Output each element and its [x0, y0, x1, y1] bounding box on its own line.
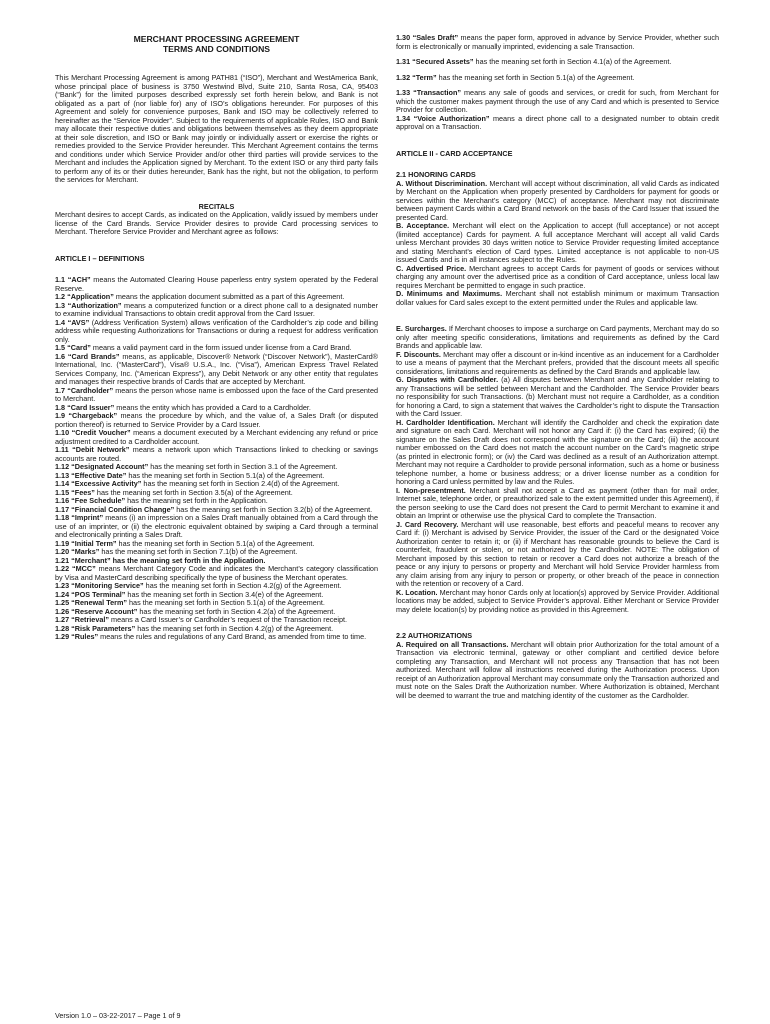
- definition-number: 1.19: [55, 538, 70, 548]
- clause-item: [396, 419, 719, 487]
- definition-number: 1.34: [396, 113, 411, 123]
- document-title: MERCHANT PROCESSING AGREEMENT: [133, 34, 300, 44]
- definition-text: means Merchant Category Code and indicates the Merchant’s category classification by Visa and MasterCard describing specifically the type of business the Merchant operates.: [55, 564, 378, 582]
- definition-number: 1.8: [55, 402, 66, 412]
- definition-text: has the meaning set forth in Section 4.2(g) of the Agreement.: [135, 623, 334, 633]
- definition-number: 1.27: [55, 615, 70, 624]
- clause-text: Merchant shall not accept a Card as payment (other than for mail order, Internet sale, telephone order, or preauthorized sale to the extent permitted under this Agreement), if the person seeking to use the Card does not present the Card to permit Merchant to examine it and obtain an Imprint or otherwise use the physical Card to complete the Transaction.: [396, 485, 719, 520]
- definitions-list-continued: [396, 34, 719, 132]
- definition-text: has the meaning set forth in Section 5.1(a) of the Agreement.: [436, 72, 635, 82]
- definition-term: “Secured Assets”: [412, 57, 474, 66]
- clause-text: Merchant may honor Cards only at location(s) approved by Service Provider. Additional locations may be added, subject to Service Provider’s approval. Either Merchant or Service Provider may delete location(s) by providing notice as provided in this Agreement.: [396, 587, 719, 614]
- clause-item: [396, 180, 719, 223]
- definition-text: means the paper form, approved in advance by Service Provider, whether such form is electronically or manually imprinted, evidencing a sale Transaction.: [396, 33, 719, 51]
- definition-text: has the meaning set forth in Section 2.4(d) of the Agreement.: [141, 479, 340, 488]
- definition-text: has the meaning set forth in Section 3.5(a) of the Agreement.: [94, 487, 293, 497]
- clause-text: Merchant may offer a discount or in-kind incentive as an inducement for a Cardholder to use a means of payment that the Merchant prefers, provided that the discount meets all specific considerations, limitations and requirements as defined by the Card Brands and applicable law.: [396, 349, 719, 376]
- recitals-paragraph: Merchant desires to accept Cards, as indicated on the Application, validly issued by members under license of the Card Brands. Service Provider desires to provide Card processing services to Merchant. Therefore Service Provider and Merchant agree as follows:: [55, 210, 378, 236]
- definition-term: “Renewal Term”: [71, 598, 128, 607]
- definition-term: “Merchant” has the meaning set forth in the Application.: [71, 555, 266, 565]
- clause-item: [396, 487, 719, 521]
- definition-text: has the meaning set forth in Section 5.1(a) of the Agreement.: [127, 598, 325, 607]
- clause-text: (a) All disputes between Merchant and any Cardholder relating to any Transactions will be settled between Merchant and the Cardholder. The Service Provider bears no responsibility for such Transactions. (b) Merchant must not require a Cardholder, as a condition for honoring a Card, to sign a statement that waives the Cardholder’s right to dispute the Transaction with the Card Issuer.: [396, 375, 719, 418]
- definition-text: means a valid payment card in the form issued under license from a Card Brand.: [90, 343, 352, 352]
- definition-number: 1.26: [55, 606, 70, 616]
- definition-number: 1.23: [55, 581, 70, 590]
- definition-number: 1.31: [396, 57, 411, 66]
- definitions-list: [55, 276, 378, 642]
- clause-label: C. Advertised Price.: [396, 263, 467, 273]
- definition-text: means the application document submitted as a part of this Agreement.: [113, 292, 345, 301]
- section-2-2-heading: 2.2 AUTHORIZATIONS: [396, 631, 473, 640]
- definition-term: “Card Issuer”: [67, 402, 115, 412]
- definition-term: “Chargeback”: [68, 411, 118, 420]
- definition-term: “Cardholder”: [67, 385, 114, 395]
- clause-label: K. Location.: [396, 587, 438, 597]
- definition-text: means the procedure by which, and the value of, a Sales Draft (or disputed portion thereof) is returned to Service Provider by a Card Issuer.: [55, 411, 378, 429]
- clause-item: [396, 589, 719, 615]
- definition-term: “ACH”: [67, 275, 91, 284]
- article-2-heading: ARTICLE II - CARD ACCEPTANCE: [396, 148, 513, 158]
- document-subtitle: TERMS AND CONDITIONS: [162, 44, 271, 54]
- definition-term: “Excessive Activity”: [71, 479, 142, 488]
- definition-term: “Fee Schedule”: [71, 496, 126, 505]
- definition-number: 1.10: [55, 428, 70, 437]
- clause-label: E. Surcharges.: [396, 324, 447, 333]
- definition-number: 1.6: [55, 351, 66, 361]
- definition-text: means, as applicable, Discover® Network (“Discover Network”), MasterCard® International, Inc. (“MasterCard”), Visa® U.S.A., Inc. (“Visa”), American Express Travel Related Services Company, Inc. (“American Express”), any Debit Network or any other entity that regulates and manages their respective brands of Cards that are accepted by Merchant.: [55, 351, 379, 386]
- clause-label: D. Minimums and Maximums.: [396, 289, 503, 298]
- clause-label: G. Disputes with Cardholder.: [396, 375, 499, 384]
- clause-item: [396, 290, 719, 307]
- definition-item: [55, 565, 378, 582]
- section-2-1-heading: 2.1 HONORING CARDS: [396, 170, 476, 179]
- definition-term: “Retrieval”: [71, 615, 110, 624]
- definition-text: means (i) an impression on a Sales Draft manually obtained from a Card through the use of an imprinter, or (ii) the electronic equivalent obtained by swiping a Card through a terminal and electronically printing a Sales Draft.: [55, 513, 378, 539]
- definition-text: has the meaning set forth in the Application.: [125, 496, 268, 505]
- clause-label: B. Acceptance.: [396, 221, 450, 230]
- definition-text: (Address Verification System) allows verification of the Cardholder’s zip code and billing address while requesting Authorizations for Transactions or during a request for address verification only.: [55, 317, 378, 344]
- definition-term: “Application”: [67, 292, 114, 301]
- clause-label: H. Cardholder Identification.: [396, 417, 495, 427]
- definition-number: 1.5: [55, 343, 66, 352]
- definition-number: 1.3: [55, 300, 66, 310]
- right-column: [396, 34, 719, 700]
- definition-number: 1.32: [396, 72, 411, 82]
- clause-text: Merchant shall not establish minimum or maximum Transaction dollar values for Card sales except to the extent permitted under the Rules and applicable law.: [396, 289, 719, 307]
- definition-item: [396, 74, 719, 83]
- definition-term: “POS Terminal”: [71, 589, 126, 599]
- section-2-1-items: [396, 180, 719, 308]
- definition-text: has the meaning set forth in Section 4.1(a) of the Agreement.: [473, 57, 672, 66]
- definition-number: 1.33: [396, 88, 411, 97]
- recitals-heading: RECITALS: [198, 201, 235, 211]
- definition-term: “Sales Draft”: [412, 33, 459, 42]
- definition-number: 1.7: [55, 385, 66, 395]
- definition-text: has the meaning set forth in Section 3.1 of the Agreement.: [148, 462, 338, 471]
- definition-term: “Card Brands”: [67, 351, 120, 361]
- clause-item: [396, 351, 719, 377]
- definition-term: “Reserve Account”: [71, 606, 138, 616]
- definition-number: 1.29: [55, 632, 70, 641]
- definition-number: 1.15: [55, 487, 70, 497]
- clause-item: [396, 222, 719, 265]
- definition-number: 1.9: [55, 411, 66, 420]
- definition-term: “AVS”: [67, 317, 90, 327]
- definition-number: 1.28: [55, 623, 70, 633]
- definition-term: “Fees”: [71, 487, 95, 497]
- definition-item: [55, 514, 378, 540]
- clause-item: [396, 265, 719, 291]
- clause-text: Merchant will elect on the Application to accept (full acceptance) or not accept (limited acceptance) Cards for payment. A full acceptance Merchant will accept all valid Cards unless Merchant provides 30 days written notice to Service Provider requesting limited acceptance and stating Merchant’s election of Card types. Limited acceptance is not applicable to non-US issued Cards and is in all instances subject to the Rules.: [396, 221, 719, 264]
- definition-term: “Effective Date”: [71, 470, 127, 480]
- definition-item: [55, 633, 378, 642]
- definition-text: has the meaning set forth in Section 3.4(e) of the Agreement.: [125, 589, 324, 599]
- definition-item: [55, 276, 378, 293]
- definition-number: 1.16: [55, 496, 70, 505]
- definition-term: “Financial Condition Change”: [71, 504, 175, 514]
- definition-text: has the meaning set forth in Section 4.2(g) of the Agreement.: [143, 581, 342, 590]
- clause-text: Merchant will identify the Cardholder and check the expiration date and signature on each Card. Merchant will not honor any Card if: (i) the Card has expired; (ii) the signature on the Sales Draft does not correspond with the signature on the Card; (iii) the account number embossed on the Card does not match the account number on the Card’s magnetic stripe (as printed in electronic form); or (iv) the Card was declined as a result of an Authorization attempt. Merchant may not require a Cardholder to provide personal information, such as a home or business telephone number, a home or business address; or a driver license number as a condition for honoring a Card unless permitted by law and the Rules.: [396, 417, 719, 486]
- definition-item: [55, 302, 378, 319]
- definition-term: “Transaction”: [413, 88, 462, 97]
- clause-label: I. Non-presentment.: [396, 485, 466, 495]
- definition-text: means any sale of goods and services, or credit for such, from Merchant for which the customer makes payment through the use of any Card and which is presented to Service Provider for collection.: [396, 88, 719, 114]
- definition-text: means a network upon which Transactions linked to checking or savings accounts are routed.: [55, 445, 378, 463]
- definition-text: means the rules and regulations of any Card Brand, as amended from time to time.: [98, 632, 367, 641]
- definition-text: has the meaning set forth in Section 3.2(b) of the Agreement.: [174, 504, 373, 514]
- definition-number: 1.1: [55, 275, 66, 284]
- definition-item: [396, 34, 719, 51]
- definition-item: [396, 115, 719, 132]
- definition-text: has the meaning set forth in Section 5.1(a) of the Agreement.: [126, 470, 325, 480]
- definition-text: means a document executed by a Merchant evidencing any refund or price adjustment credited to a Cardholder account.: [55, 428, 378, 446]
- clause-text: Merchant will use reasonable, best efforts and peaceful means to recover any Card if: (i) Merchant is advised by Service Provider, the issuer of the Card or the designated Voice Authorization center to retain it; or (ii) if Merchant has reasonable grounds to believe the Card is counterfeit, fraudulent or stolen, or not authorized by the Cardholder. NOTE: The obligation of Merchant imposed by this section to retain or recover a Card does not authorize a breach of the peace or any injury to persons or property and Merchant will hold Service Provider harmless from any claim arising from any injury to person or property, or other breach of the peace in connection with the retention or recovery of a Card.: [396, 519, 720, 588]
- definition-item: [55, 353, 378, 387]
- definition-item: [55, 387, 378, 404]
- definition-number: 1.20: [55, 547, 70, 556]
- definition-item: [55, 429, 378, 446]
- definition-number: 1.4: [55, 317, 66, 327]
- definition-number: 1.13: [55, 470, 70, 480]
- definition-number: 1.17: [55, 504, 70, 514]
- definition-text: means the Automated Clearing House paperless entry system operated by the Federal Reserve.: [55, 275, 378, 293]
- definition-item: [55, 319, 378, 345]
- clause-text: If Merchant chooses to impose a surcharge on Card payments, Merchant may do so only after meeting specific considerations, limitations and requirements as defined by the Card Brands and applicable law.: [396, 324, 719, 350]
- clause-item: [396, 325, 719, 351]
- clause-label: F. Discounts.: [396, 349, 441, 359]
- article-1-heading: ARTICLE I – DEFINITIONS: [55, 253, 145, 263]
- definition-text: has the meaning set forth in Section 5.1(a) of the Agreement.: [116, 538, 315, 548]
- clause-item: [396, 376, 719, 419]
- definition-term: “Initial Term”: [71, 538, 117, 548]
- definition-text: means a Card Issuer’s or Cardholder’s request of the Transaction receipt.: [109, 615, 348, 624]
- definition-number: 1.30: [396, 33, 411, 42]
- section-2-2-item-text: Merchant will obtain prior Authorization for the total amount of a Transaction via electronic terminal, gateway or other compliant and certified device before completing any Transaction, and Merchant will not process any Transaction that has not been authorized. Merchant will follow all instructions received during the Authorization process. Upon receipt of an Authorization approval Merchant may consummate only the Transaction authorized and must note on the Sales Draft the Authorization number. Where Authorization is obtained, Merchant will be deemed to warrant the true and matching identity of the customer as the Cardholder.: [396, 639, 720, 700]
- definition-number: 1.22: [55, 564, 70, 573]
- definition-item: [55, 446, 378, 463]
- definition-item: [55, 412, 378, 429]
- definition-text: has the meaning set forth in Section 7.1(b) of the Agreement.: [99, 547, 298, 556]
- definition-term: “Designated Account”: [71, 462, 149, 471]
- definition-item: [396, 89, 719, 115]
- definition-term: “Card”: [67, 343, 91, 352]
- definition-number: 1.18: [55, 513, 70, 522]
- definition-text: means the entity which has provided a Card to a Cardholder.: [114, 402, 311, 412]
- definition-number: 1.11: [55, 445, 69, 454]
- clause-item: [396, 521, 719, 589]
- section-2-1-items-continued: [396, 325, 719, 614]
- clause-text: Merchant agrees to accept Cards for payment of goods or services without charging any amount over the advertised price as a condition of Card acceptance, unless local law requires Merchant be permitted to engage in such practice.: [396, 263, 720, 290]
- definition-term: “MCC”: [71, 564, 96, 573]
- definition-number: 1.25: [55, 598, 70, 607]
- definition-number: 1.2: [55, 292, 66, 301]
- definition-term: “Rules”: [71, 632, 99, 641]
- section-2-2-item-label: A. Required on all Transactions.: [396, 639, 509, 649]
- definition-text: means the person whose name is embossed upon the face of the Card presented to Merchant.: [55, 385, 379, 403]
- definition-term: “Imprint”: [71, 513, 104, 522]
- definition-number: 1.14: [55, 479, 70, 488]
- definition-number: 1.21: [55, 555, 70, 565]
- definition-term: “Credit Voucher”: [71, 428, 131, 437]
- left-column: [55, 34, 378, 642]
- clause-label: J. Card Recovery.: [396, 519, 459, 529]
- definition-term: “Risk Parameters”: [71, 623, 136, 633]
- definition-term: “Voice Authorization”: [413, 113, 490, 123]
- page-footer: Version 1.0 – 03-22-2017 – Page 1 of 9: [55, 1011, 181, 1020]
- definition-text: means a computerized function or a direct phone call to a designated number to examine individual Transactions to obtain credit approval from the Card Issuer.: [55, 300, 379, 318]
- definition-number: 1.24: [55, 589, 70, 599]
- definition-term: “Monitoring Service”: [71, 581, 144, 590]
- section-2-2-item: [396, 641, 719, 701]
- definition-number: 1.12: [55, 462, 70, 471]
- definition-term: “Term”: [412, 72, 437, 82]
- intro-paragraph: This Merchant Processing Agreement is among PATH81 (“ISO”), Merchant and WestAmerica Bank, whose principal place of business is 3750 Westwind Blvd, Suite 210, Santa Rosa, CA, 95403 (“Bank”) for the limited purposes described expressly set forth herein below, and Bank is not obligated as a part of (nor liable for) any of ISO’s obligations hereunder. For purposes of this Agreement and solely for convenience purposes, Bank and ISO may be collectively referred to hereinafter as the “Service Provider”. Subject to the requirements of applicable Rules, ISO and Bank may allocate their respective duties and obligations between themselves as they deem appropriate at their sole discretion, and ISO or Bank may jointly or individually assert or exercise the rights or remedies provided to the Service Provider hereunder. This Merchant Agreement contains the terms and conditions under which Service Provider and/or other third parties will provide services to the Merchant and includes the Application signed by Merchant. To the extent ISO or any third party fails to perform any of its or their duties hereunder, Bank has the right, but not the obligation, to perform the services for Merchant.: [55, 73, 378, 184]
- definition-item: [396, 58, 719, 67]
- definition-text: has the meaning set forth in Section 4.2(a) of the Agreement.: [137, 606, 336, 616]
- clause-text: Merchant will accept without discrimination, all valid Cards as indicated by Merchant on the Application when properly presented by Cardholders for payment for goods or services within the Merchant’s category (MCC) of acceptance. Merchant may not discriminate between payment Cards within a Card Brand network on the basis of the Card Issuer that issued the presented Card.: [396, 178, 720, 222]
- clause-label: A. Without Discrimination.: [396, 178, 488, 188]
- definition-text: means a direct phone call to a designated number to obtain credit approval on a Transaction.: [396, 113, 720, 131]
- definition-term: “Debit Network”: [72, 445, 130, 454]
- definition-term: “Authorization”: [67, 300, 122, 310]
- definition-term: “Marks”: [71, 547, 100, 556]
